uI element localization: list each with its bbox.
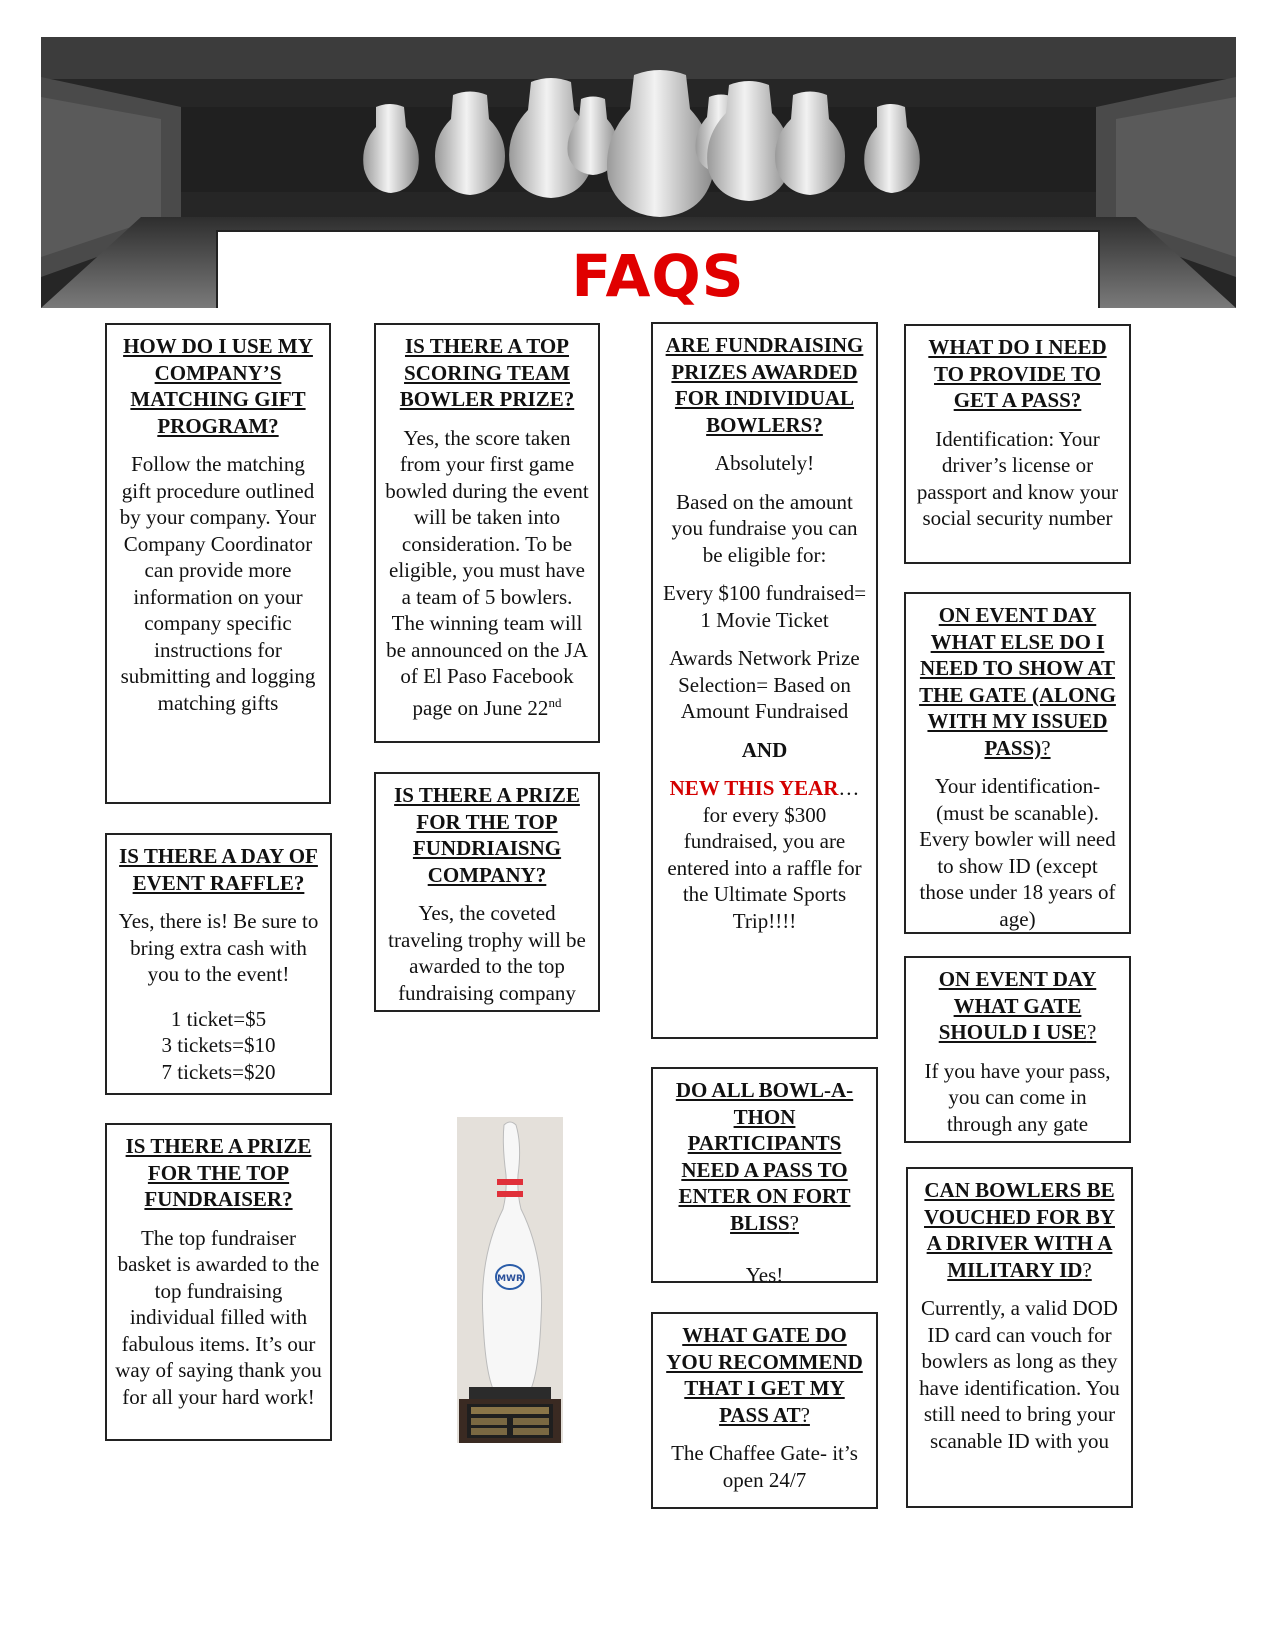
faq-answer: Yes! (745, 1263, 784, 1287)
faq-vouched (906, 1167, 1133, 1508)
faq-question: IS THERE A TOP SCORING TEAM BOWLER PRIZE? (399, 334, 575, 411)
faq-top-fundraiser (105, 1123, 332, 1441)
ticket-price: 3 tickets=$10 (161, 1033, 276, 1057)
faq-top-company (374, 772, 600, 1012)
faq-question: WHAT GATE DO YOU RECOMMEND THAT I GET MY PASS AT (666, 1323, 863, 1427)
faq-and: AND (741, 737, 788, 762)
faq-gate-recommend (651, 1312, 878, 1509)
header-banner (41, 37, 1236, 308)
faq-show-at-gate (904, 592, 1131, 934)
faq-top-scoring (374, 323, 600, 743)
faq-answer: Yes, the score taken from your first game bowled during the event will be taken into consideration. To be eligible, you must have a team of 5 bowlers. The winning team will be announced on the JA of El Paso Facebook page on June 22 (385, 425, 589, 720)
title-box (216, 230, 1100, 308)
faq-matching-gift (105, 323, 331, 804)
faq-answer: Identification: Your driver’s license or passport and know your social security number (916, 426, 1119, 530)
question-mark: ? (1082, 1257, 1092, 1282)
faq-question: WHAT DO I NEED TO PROVIDE TO GET A PASS? (928, 335, 1107, 412)
faq-answer: Currently, a valid DOD ID card can vouch for bowlers as long as they have identification. You still need to bring your scanable ID with you (919, 1296, 1120, 1453)
faq-answer: The top fundraiser basket is awarded to the top fundraising individual filled with fabulous items. It’s our way of saying thank you for all your hard work! (115, 1225, 322, 1409)
question-mark: ? (789, 1210, 799, 1235)
faq-raffle (105, 833, 332, 1095)
faq-answer: Yes, there is! Be sure to bring extra cash with you to the event! (118, 909, 319, 986)
date-suffix: nd (548, 694, 562, 710)
new-this-year-label: NEW THIS YEAR (669, 776, 839, 800)
faq-question: DO ALL BOWL-A-THON PARTICIPANTS NEED A PASS TO ENTER ON FORT BLISS (675, 1078, 854, 1235)
faq-question: HOW DO I USE MY COMPANY’S MATCHING GIFT PROGRAM? (123, 334, 313, 438)
ticket-price: 1 ticket=$5 (170, 1006, 267, 1031)
mwr-logo-text: MWR (497, 1274, 523, 1284)
faq-individual-prizes (651, 322, 878, 1039)
question-mark: ? (1041, 735, 1051, 760)
faq-answer-2: Based on the amount you fundraise you can be eligible for: (671, 489, 858, 567)
faq-question: ON EVENT DAY WHAT GATE SHOULD I USE (938, 967, 1097, 1044)
faq-all-need-pass (651, 1067, 878, 1287)
faq-which-gate (904, 956, 1131, 1143)
faq-answer-1: Absolutely! (714, 451, 815, 475)
faq-question: ON EVENT DAY WHAT ELSE DO I NEED TO SHOW AT THE GATE (ALONG WITH MY ISSUED PASS) (919, 603, 1116, 760)
ticket-price: 7 tickets=$20 (161, 1059, 276, 1084)
faq-question: IS THERE A PRIZE FOR THE TOP FUNDRIAISNG COMPANY? (394, 783, 580, 887)
new-this-year-text: … for every $300 fundraised, you are entered into a raffle for the Ultimate Sports Trip!!!! (667, 776, 862, 933)
faq-answer: The Chaffee Gate- it’s open 24/7 (671, 1441, 858, 1492)
faq-answer-3: Every $100 fundraised= 1 Movie Ticket (662, 581, 867, 632)
faq-question: IS THERE A PRIZE FOR THE TOP FUNDRAISER? (125, 1134, 312, 1211)
faq-question: ARE FUNDRAISING PRIZES AWARDED FOR INDIVIDUAL BOWLERS? (665, 333, 864, 437)
question-mark: ? (800, 1402, 810, 1427)
faq-answer: Yes, the coveted traveling trophy will be awarded to the top fundraising company (388, 901, 586, 1005)
trophy-photo (457, 1117, 563, 1443)
faq-answer: If you have your pass, you can come in through any gate (924, 1058, 1111, 1136)
faq-question: IS THERE A DAY OF EVENT RAFFLE? (119, 844, 318, 895)
faq-answer: Your identification-(must be scanable). Every bowler will need to show ID (except those under 18 years of age) (919, 774, 1116, 931)
question-mark: ? (1086, 1020, 1097, 1044)
faq-answer-4: Awards Network Prize Selection= Based on Amount Fundraised (669, 646, 860, 723)
faq-provide-pass (904, 324, 1131, 564)
page-title: FAQS (571, 241, 745, 308)
faq-answer: Follow the matching gift procedure outlined by your company. Your Company Coordinator can provide more information on your company specific instructions for submitting and logging matching gifts (119, 452, 317, 715)
faq-question: CAN BOWLERS BE VOUCHED FOR BY A DRIVER WITH A MILITARY ID (924, 1178, 1115, 1282)
